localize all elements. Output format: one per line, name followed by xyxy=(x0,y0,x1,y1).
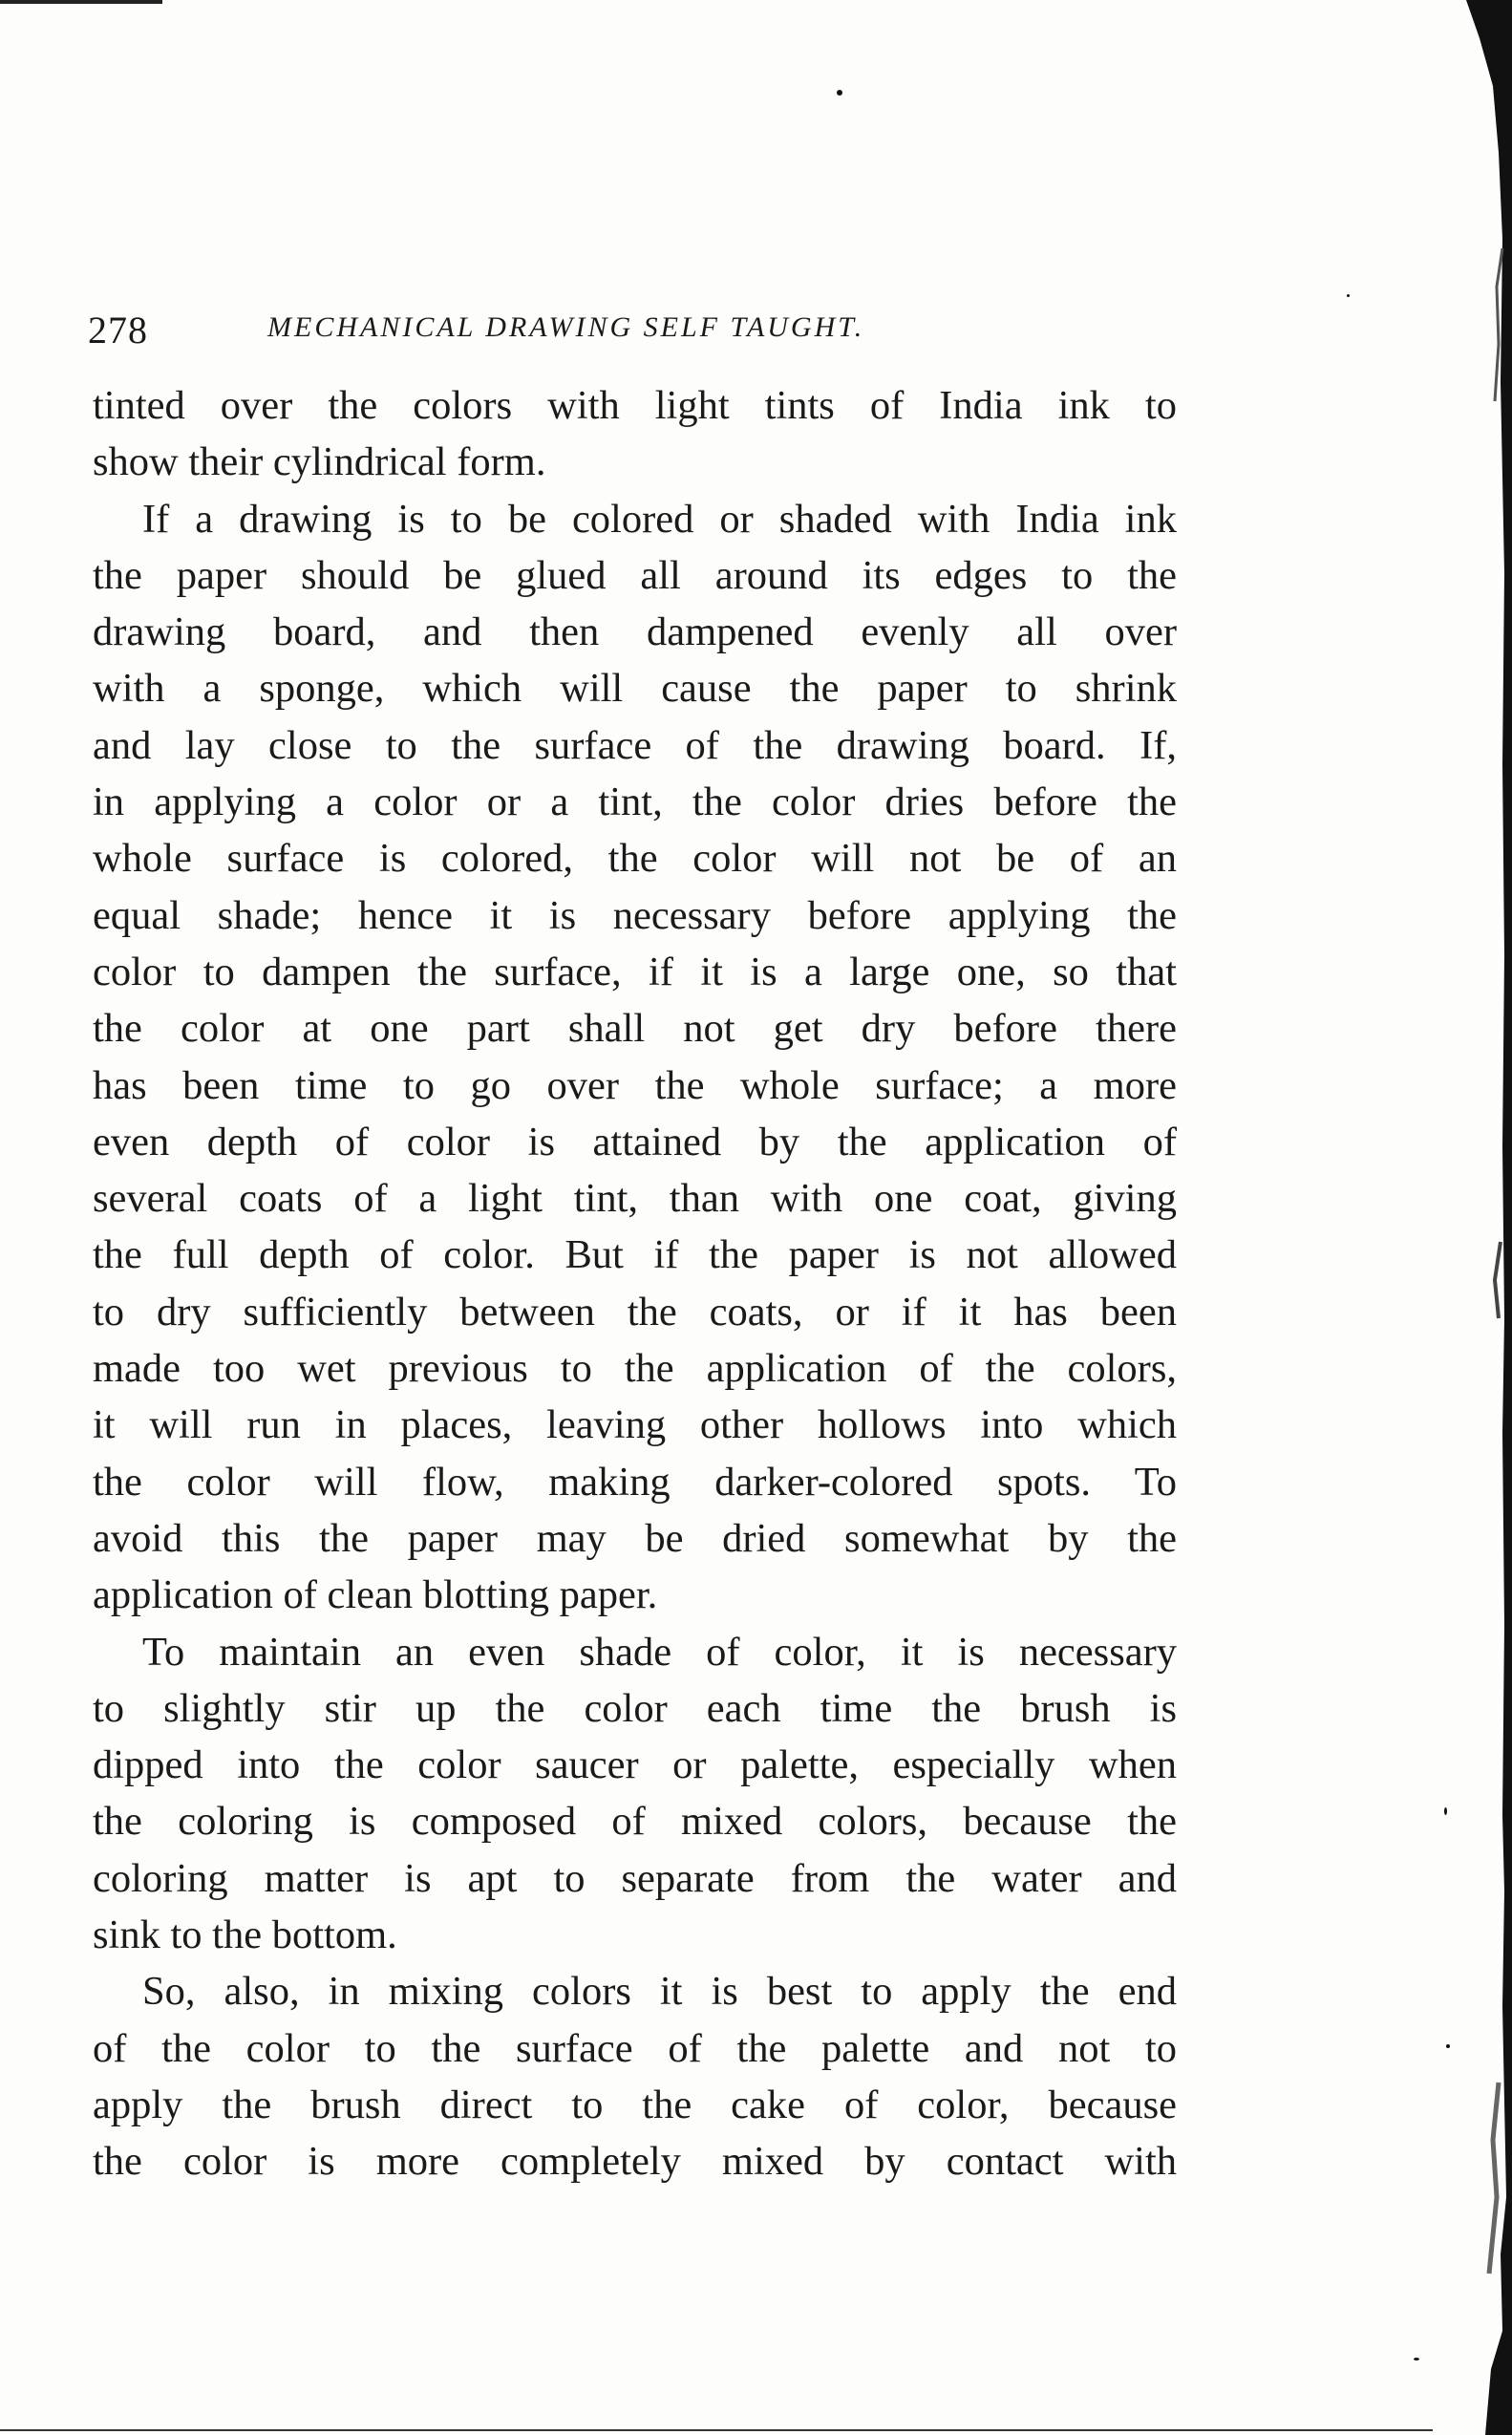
paragraph xyxy=(93,1624,1177,1964)
text-line: tinted over the colors with light tints of India ink to xyxy=(93,383,1177,428)
text-line: in applying a color or a tint, the color dries before the xyxy=(93,780,1177,825)
text-line: whole surface is colored, the color will not be of an xyxy=(93,836,1177,882)
body-text xyxy=(93,377,1177,2190)
scan-edge-top xyxy=(0,0,162,4)
text-line: several coats of a light tint, than with one coat, giving xyxy=(93,1176,1177,1222)
text-line: equal shade; hence it is necessary before applying the xyxy=(93,892,1177,938)
text-line: the paper should be glued all around its edges to the xyxy=(93,552,1177,598)
text-line: To maintain an even shade of color, it is necessary xyxy=(142,1629,1177,1675)
text-line: sink to the bottom. xyxy=(93,1912,397,1958)
text-line: application of clean blotting paper. xyxy=(93,1572,658,1618)
text-line: the color at one part shall not get dry before there xyxy=(93,1006,1177,1052)
running-header xyxy=(88,308,1186,355)
text-line: of the color to the surface of the palette and not to xyxy=(93,2025,1177,2071)
text-line: show their cylindrical form. xyxy=(93,439,546,485)
text-line: color to dampen the surface, if it is a large one, so that xyxy=(93,949,1177,994)
text-line: it will run in places, leaving other hollows into which xyxy=(93,1402,1177,1448)
text-line: the color will flow, making darker-colored spots. To xyxy=(93,1459,1177,1505)
text-line: has been time to go over the whole surface; a more xyxy=(93,1062,1177,1108)
text-line: with a sponge, which will cause the paper to shrink xyxy=(93,666,1177,712)
scan-speck xyxy=(1347,294,1350,297)
text-line: If a drawing is to be colored or shaded with India ink xyxy=(142,496,1177,542)
text-line: to slightly stir up the color each time the brush is xyxy=(93,1685,1177,1731)
page-binding-edge xyxy=(1447,0,1512,2435)
scan-edge-bottom xyxy=(0,2429,1433,2431)
scan-speck xyxy=(837,90,842,96)
text-line: and lay close to the surface of the drawing board. If, xyxy=(93,722,1177,768)
text-line: made too wet previous to the application of the colors, xyxy=(93,1346,1177,1392)
text-line: So, also, in mixing colors it is best to apply the end xyxy=(142,1969,1177,2015)
paragraph xyxy=(93,491,1177,1624)
text-line: the coloring is composed of mixed colors, because the xyxy=(93,1799,1177,1845)
scan-speck xyxy=(1414,2358,1419,2360)
text-line: avoid this the paper may be dried somewhat by the xyxy=(93,1515,1177,1561)
paragraph xyxy=(93,1963,1177,2189)
running-title: MECHANICAL DRAWING SELF TAUGHT. xyxy=(267,311,865,343)
text-line: dipped into the color saucer or palette, especially when xyxy=(93,1742,1177,1788)
paragraph xyxy=(93,377,1177,491)
text-line: even depth of color is attained by the application of xyxy=(93,1119,1177,1164)
page-number: 278 xyxy=(88,309,148,352)
text-line: to dry sufficiently between the coats, or if it has been xyxy=(93,1289,1177,1335)
text-line: apply the brush direct to the cake of color, because xyxy=(93,2082,1177,2127)
text-line: the color is more completely mixed by contact with xyxy=(93,2139,1177,2185)
text-line: the full depth of color. But if the paper is not allowed xyxy=(93,1232,1177,1278)
text-line: coloring matter is apt to separate from the water and xyxy=(93,1855,1177,1901)
text-line: drawing board, and then dampened evenly all over xyxy=(93,609,1177,655)
